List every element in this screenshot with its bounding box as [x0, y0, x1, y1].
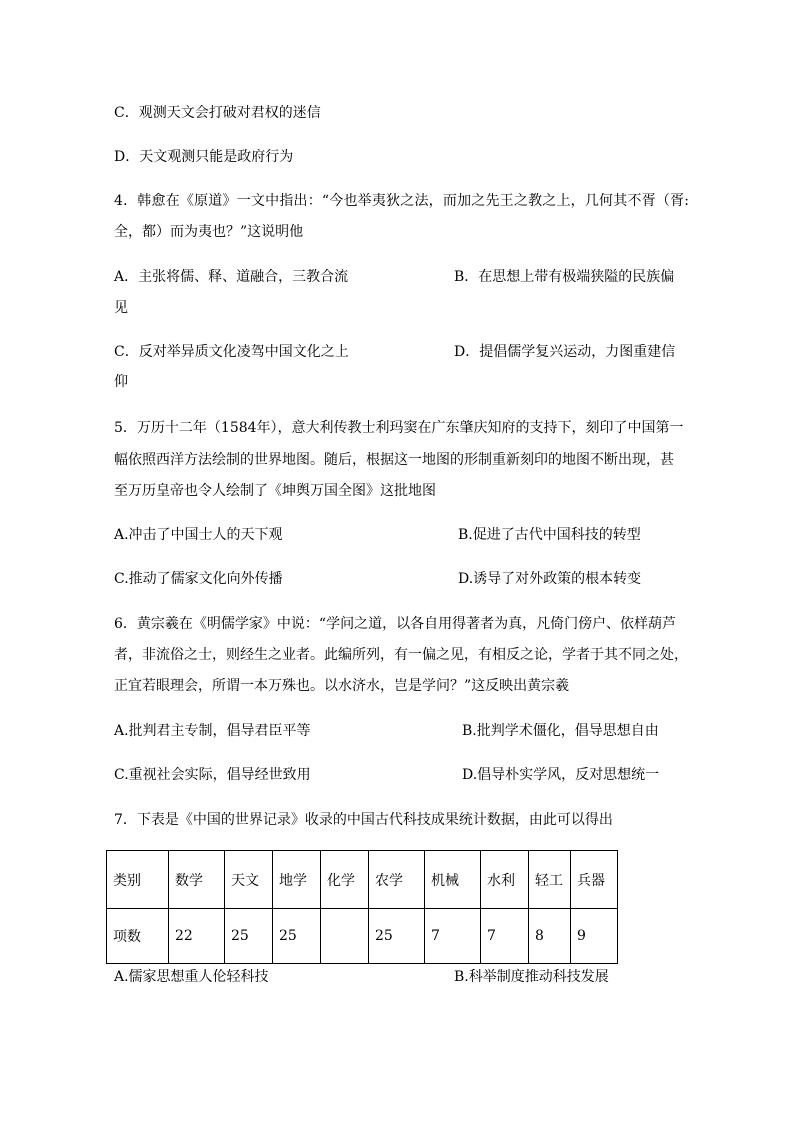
q5-option-d: D.诱导了对外政策的根本转变 — [458, 571, 642, 587]
q4-option-b-line-1: B．在思想上带有极端狭隘的民族偏 — [454, 269, 675, 285]
table-cell: 8 — [529, 909, 571, 964]
q5-stem-line-2: 幅依照西洋方法绘制的世界地图。随后，根据这一地图的形制重新刻印的地图不断出现，甚 — [114, 452, 674, 468]
q7-option-a: A.儒家思想重人伦轻科技 — [114, 969, 269, 985]
q4-option-c: C．反对举异质文化凌驾中国文化之上 — [114, 344, 349, 360]
table-cell: 25 — [369, 909, 425, 964]
table-header-row — [107, 851, 618, 909]
table-cell: 轻工 — [529, 851, 571, 909]
q7-option-b: B.科举制度推动科技发展 — [454, 969, 609, 985]
table-cell: 化学 — [321, 851, 369, 909]
q6-option-a: A.批判君主专制，倡导君臣平等 — [114, 723, 311, 739]
table-row — [107, 909, 618, 964]
q6-stem-line-2: 者，非流俗之士，则经生之业者。此编所列，有一偏之见，有相反之论，学者于其不同之处， — [114, 647, 688, 663]
table-cell: 25 — [273, 909, 321, 964]
q3-option-c: C．观测天文会打破对君权的迷信 — [114, 105, 321, 121]
table-cell: 7 — [425, 909, 481, 964]
q6-option-c: C.重视社会实际，倡导经世致用 — [114, 767, 311, 783]
q5-option-c: C.推动了儒家文化向外传播 — [114, 571, 283, 587]
q3-option-d: D．天文观测只能是政府行为 — [114, 149, 294, 165]
table-cell: 机械 — [425, 851, 481, 909]
table-cell: 地学 — [273, 851, 321, 909]
q5-option-b: B.促进了古代中国科技的转型 — [458, 527, 641, 543]
q6-option-b: B.批判学术僵化，倡导思想自由 — [462, 723, 659, 739]
table-cell: 9 — [571, 909, 618, 964]
q4-stem-line-2: 全，都）而为夷也？”这说明他 — [114, 224, 304, 240]
q4-option-d-line-1: D．提倡儒学复兴运动，力图重建信 — [454, 344, 676, 360]
table-cell: 类别 — [107, 851, 169, 909]
q6-option-d: D.倡导朴实学风，反对思想统一 — [462, 767, 660, 783]
table-cell: 项数 — [107, 909, 169, 964]
table-cell — [321, 909, 369, 964]
q5-stem-line-1: 5．万历十二年（1584年），意大利传教士利玛窦在广东肇庆知府的支持下，刻印了中国第一 — [114, 420, 684, 436]
q6-stem-line-3: 正宜若眼理会，所谓一本万殊也。以水济水，岂是学问？”这反映出黄宗羲 — [114, 678, 570, 694]
table-cell: 农学 — [369, 851, 425, 909]
table-cell: 天文 — [225, 851, 273, 909]
q5-stem-line-3: 至万历皇帝也令人绘制了《坤舆万国全图》这批地图 — [114, 483, 436, 499]
table-cell: 兵器 — [571, 851, 618, 909]
table-cell: 22 — [169, 909, 225, 964]
table-cell: 数学 — [169, 851, 225, 909]
statistics-table — [106, 850, 618, 964]
q4-stem-line-1: 4．韩愈在《原道》一文中指出：“今也举夷狄之法，而加之先王之教之上，几何其不胥（胥: — [114, 193, 690, 209]
q4-option-d-line-2: 仰 — [114, 374, 128, 390]
q5-option-a: A.冲击了中国士人的天下观 — [114, 527, 283, 543]
q7-stem: 7．下表是《中国的世界记录》收录的中国古代科技成果统计数据，由此可以得出 — [114, 812, 613, 828]
q4-option-b-line-2: 见 — [114, 300, 128, 316]
table-cell: 7 — [481, 909, 529, 964]
table-cell: 水利 — [481, 851, 529, 909]
table-cell: 25 — [225, 909, 273, 964]
q4-option-a: A．主张将儒、释、道融合，三教合流 — [114, 269, 349, 285]
q6-stem-line-1: 6．黄宗羲在《明儒学家》中说：“学问之道，以各自用得著者为真，凡倚门傍户、依样葫芦 — [114, 616, 677, 632]
